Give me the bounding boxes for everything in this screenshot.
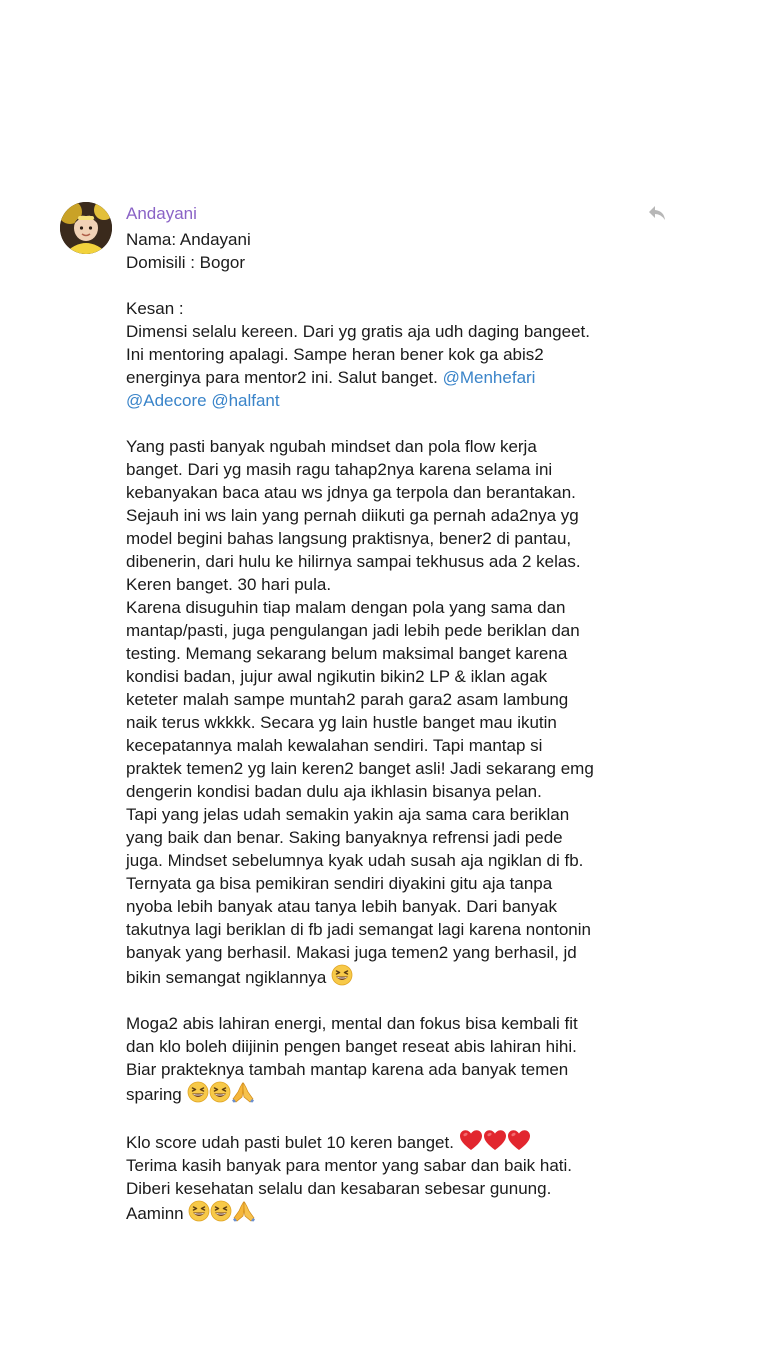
message-line: banget. Dari yg masih ragu tahap2nya karena selama ini [126,460,553,479]
red-heart-emoji [459,1129,483,1151]
message-line: dengerin kondisi badan dulu aja ikhlasin bisanya pelan. [126,782,542,801]
message-line: Kesan : [126,299,184,318]
message-line-text: sparing [126,1085,182,1104]
message-line: Karena disuguhin tiap malam dengan pola yang sama dan [126,598,566,617]
message-line: Keren banget. 30 hari pula. [126,575,332,594]
message-line: yang baik dan benar. Saking banyaknya refrensi jadi pede [126,828,563,847]
grinning-squinting-face-emoji [210,1200,232,1222]
grinning-squinting-face-emoji [209,1081,231,1103]
message-line: takutnya lagi beriklan di fb jadi semangat lagi karena nontonin [126,920,591,939]
grinning-squinting-face-emoji [187,1081,209,1103]
message-line: dan klo boleh diijinin pengen banget reseat abis lahiran hihi. [126,1037,577,1056]
message-line: Ini mentoring apalagi. Sampe heran bener kok ga abis2 [126,345,544,364]
grinning-squinting-face-emoji [331,964,353,986]
red-heart-emoji [483,1129,507,1151]
message-line-text: Klo score udah pasti bulet 10 keren banget. [126,1133,454,1152]
message-line: Yang pasti banyak ngubah mindset dan pola flow kerja [126,437,537,456]
message-line: banyak yang berhasil. Makasi juga temen2 yang berhasil, jd [126,943,577,962]
message-line: kebanyakan baca atau ws jdnya ga terpola dan berantakan. [126,483,576,502]
avatar[interactable] [60,202,112,254]
blank-line [126,274,666,297]
folded-hands-emoji [231,1081,255,1103]
message-line [126,1081,666,1106]
message-line: naik terus wkkkk. Secara yg lain hustle banget mau ikutin [126,713,557,732]
message-line: Tapi yang jelas udah semakin yakin aja sama cara beriklan [126,805,570,824]
blank-line [126,1106,666,1129]
message-line [126,964,666,989]
message-line-text: Aaminn [126,1204,184,1223]
message-line: Moga2 abis lahiran energi, mental dan fokus bisa kembali fit [126,1014,578,1033]
message-line-text: bikin semangat ngiklannya [126,968,327,987]
grinning-squinting-face-emoji [188,1200,210,1222]
message-line: model begini bahas langsung praktisnya, bener2 di pantau, [126,529,572,548]
message-line: nyoba lebih banyak atau tanya lebih banyak. Dari banyak [126,897,557,916]
mention-link[interactable]: @halfant [211,391,280,410]
message-line: Nama: Andayani [126,230,251,249]
message-line: Sejauh ini ws lain yang pernah diikuti ga pernah ada2nya yg [126,506,579,525]
message-line [126,366,666,389]
message-line: keteter malah sampe muntah2 parah gara2 asam lambung [126,690,569,709]
message-line: Ternyata ga bisa pemikiran sendiri diyakini gitu aja tanpa [126,874,553,893]
sender-name[interactable]: Andayani [126,204,197,223]
message-line [126,1129,666,1154]
message-line: kondisi badan, jujur awal ngikutin bikin2 LP & iklan agak [126,667,548,686]
message-line: praktek temen2 yg lain keren2 banget asli! Jadi sekarang emg [126,759,594,778]
red-heart-emoji [507,1129,531,1151]
message-line [126,389,666,412]
message-line: Dimensi selalu kereen. Dari yg gratis aja udh daging bangeet. [126,322,590,341]
message-line-text: energinya para mentor2 ini. Salut banget. [126,368,438,387]
blank-line [126,989,666,1012]
message-line: Biar prakteknya tambah mantap karena ada banyak temen [126,1060,569,1079]
message-line: mantap/pasti, juga pengulangan jadi lebih pede beriklan dan [126,621,580,640]
message-line: testing. Memang sekarang belum maksimal banget karena [126,644,568,663]
message-line: Domisili : Bogor [126,253,246,272]
blank-line [126,412,666,435]
message-line [126,1200,666,1225]
message-line: Terima kasih banyak para mentor yang sabar dan baik hati. [126,1156,573,1175]
mention-link[interactable]: @Menhefari [442,368,536,387]
mention-link[interactable]: @Adecore [126,391,207,410]
message-content [126,200,666,1225]
message-line: Diberi kesehatan selalu dan kesabaran sebesar gunung. [126,1179,552,1198]
message-text [126,228,666,1225]
message-line: dibenerin, dari hulu ke hilirnya sampai tekhusus ada 2 kelas. [126,552,581,571]
message-line: juga. Mindset sebelumnya kyak udah susah aja ngiklan di fb. [126,851,584,870]
folded-hands-emoji [232,1200,256,1222]
message-line: kecepatannya malah kewalahan sendiri. Tapi mantap si [126,736,543,755]
